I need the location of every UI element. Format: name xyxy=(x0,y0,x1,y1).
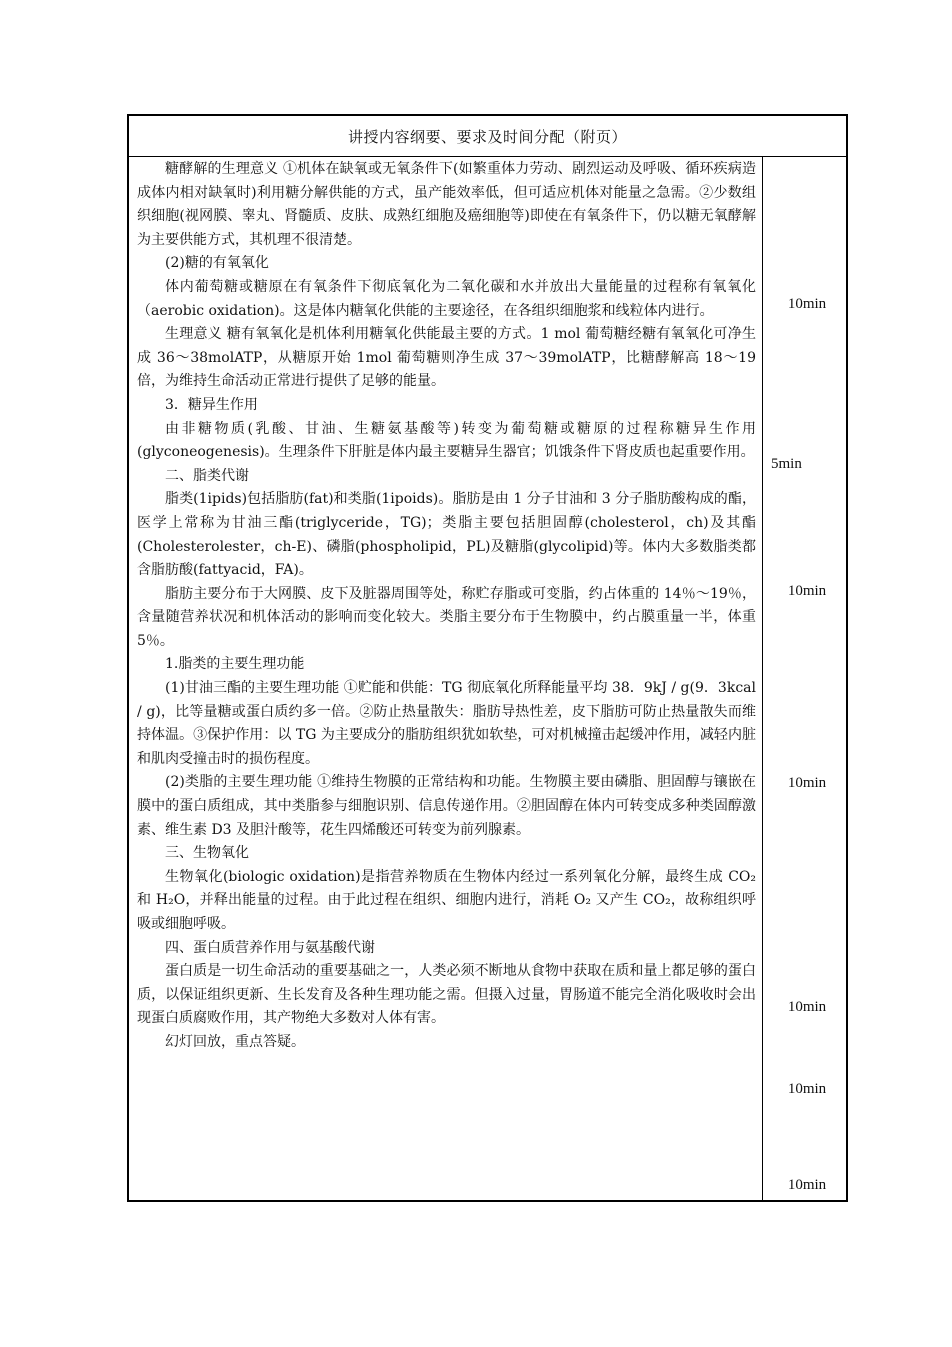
time-allocation: 10min xyxy=(787,775,827,791)
paragraph: 1.脂类的主要生理功能 xyxy=(165,656,305,673)
paragraph: 脂类(1ipids)包括脂肪(fat)和类脂(1ipoids)。脂肪是由 1 分子甘油和 3 分子脂肪酸构成的酯，医学上常称为甘油三酯(triglyceride，TG)；类脂主要包括胆固醇(cholesterol，ch)及其酯(Cholesterolester，ch-E)、磷脂(phospholipid，PL)及糖脂(glycolipid)等。体内大多数脂类都含脂肪酸(fattyacid，FA)。 xyxy=(137,491,756,579)
paragraph: 四、蛋白质营养作用与氨基酸代谢 xyxy=(165,939,375,956)
table-header: 讲授内容纲要、要求及时间分配（附页） xyxy=(129,116,846,157)
paragraph: 由非糖物质(乳酸、甘油、生糖氨基酸等)转变为葡萄糖或糖原的过程称糖异生作用(glyconeogenesis)。生理条件下肝脏是体内最主要糖异生器官；饥饿条件下肾皮质也起重要作用。 xyxy=(137,420,756,461)
paragraph: 脂肪主要分布于大网膜、皮下及脏器周围等处，称贮存脂或可变脂，约占体重的 14％～19％，含量随营养状况和机体活动的影响而变化较大。类脂主要分布于生物膜中，约占膜重量一半，体重 5％。 xyxy=(137,585,756,649)
time-allocation: 10min xyxy=(787,1081,827,1097)
paragraph: 二、脂类代谢 xyxy=(165,467,249,484)
time-allocation: 5min xyxy=(771,456,802,472)
paragraph: (2)糖的有氧氧化 xyxy=(165,255,269,272)
paragraph: 幻灯回放，重点答疑。 xyxy=(165,1033,305,1050)
paragraph: 糖酵解的生理意义 ①机体在缺氧或无氧条件下(如繁重体力劳动、剧烈运动及呼吸、循环疾病造成体内相对缺氧时)利用糖分解供能的方式，虽产能效率低，但可适应机体对能量之急需。②少数组织细胞(视网膜、睾丸、肾髓质、皮肤、成熟红细胞及癌细胞等)即使在有氧条件下，仍以糖无氧酵解为主要供能方式，其机理不很清楚。 xyxy=(137,161,756,248)
paragraph: 生理意义 糖有氧氧化是机体利用糖氧化供能最主要的方式。1 mol 葡萄糖经糖有氧氧化可净生成 36～38molATP，从糖原开始 1mol 葡萄糖则净生成 37～39molATP，比糖酵解高 18～19 倍，为维持生命活动正常进行提供了足够的能量。 xyxy=(137,326,756,390)
paragraph: 三、生物氧化 xyxy=(165,845,249,862)
outline-table xyxy=(127,114,848,1202)
time-allocation: 10min xyxy=(787,999,827,1015)
paragraph: 生物氧化(biologic oxidation)是指营养物质在生物体内经过一系列氧化分解，最终生成 CO₂ 和 H₂O，并释出能量的过程。由于此过程在组织、细胞内进行，消耗 O₂ 又产生 CO₂，故称组织呼吸或细胞呼吸。 xyxy=(137,868,756,932)
lecture-content xyxy=(129,156,762,1200)
paragraph: (1)甘油三酯的主要生理功能 ①贮能和供能：TG 彻底氧化所释能量平均 38．9kJ / g(9．3kcal / g)，比等量糖或蛋白质约多一倍。②防止热量散失：脂肪导热性差，皮下脂肪可防止热量散失而维持体温。③保护作用：以 TG 为主要成分的脂肪组织犹如软垫，可对机械撞击起缓冲作用，减轻内脏和肌肉受撞击时的损伤程度。 xyxy=(137,680,756,767)
paragraph: 蛋白质是一切生命活动的重要基础之一，人类必须不断地从食物中获取在质和量上都足够的蛋白质，以保证组织更新、生长发育及各种生理功能之需。但摄入过量，胃肠道不能完全消化吸收时会出现蛋白质腐败作用，其产物绝大多数对人体有害。 xyxy=(137,963,756,1027)
time-allocation: 10min xyxy=(787,583,827,599)
paragraph: 3．糖异生作用 xyxy=(165,396,258,413)
time-allocation: 10min xyxy=(787,296,827,312)
time-allocation: 10min xyxy=(787,1177,827,1193)
paragraph: 体内葡萄糖或糖原在有氧条件下彻底氧化为二氧化碳和水并放出大量能量的过程称有氧氧化（aerobic oxidation)。这是体内糖氧化供能的主要途径，在各组织细胞浆和线粒体内进行。 xyxy=(137,278,756,319)
paragraph: (2)类脂的主要生理功能 ①维持生物膜的正常结构和功能。生物膜主要由磷脂、胆固醇与镶嵌在膜中的蛋白质组成，其中类脂参与细胞识别、信息传递作用。②胆固醇在体内可转变成多种类固醇激素、维生素 D3 及胆汁酸等，花生四烯酸还可转变为前列腺素。 xyxy=(137,774,756,838)
